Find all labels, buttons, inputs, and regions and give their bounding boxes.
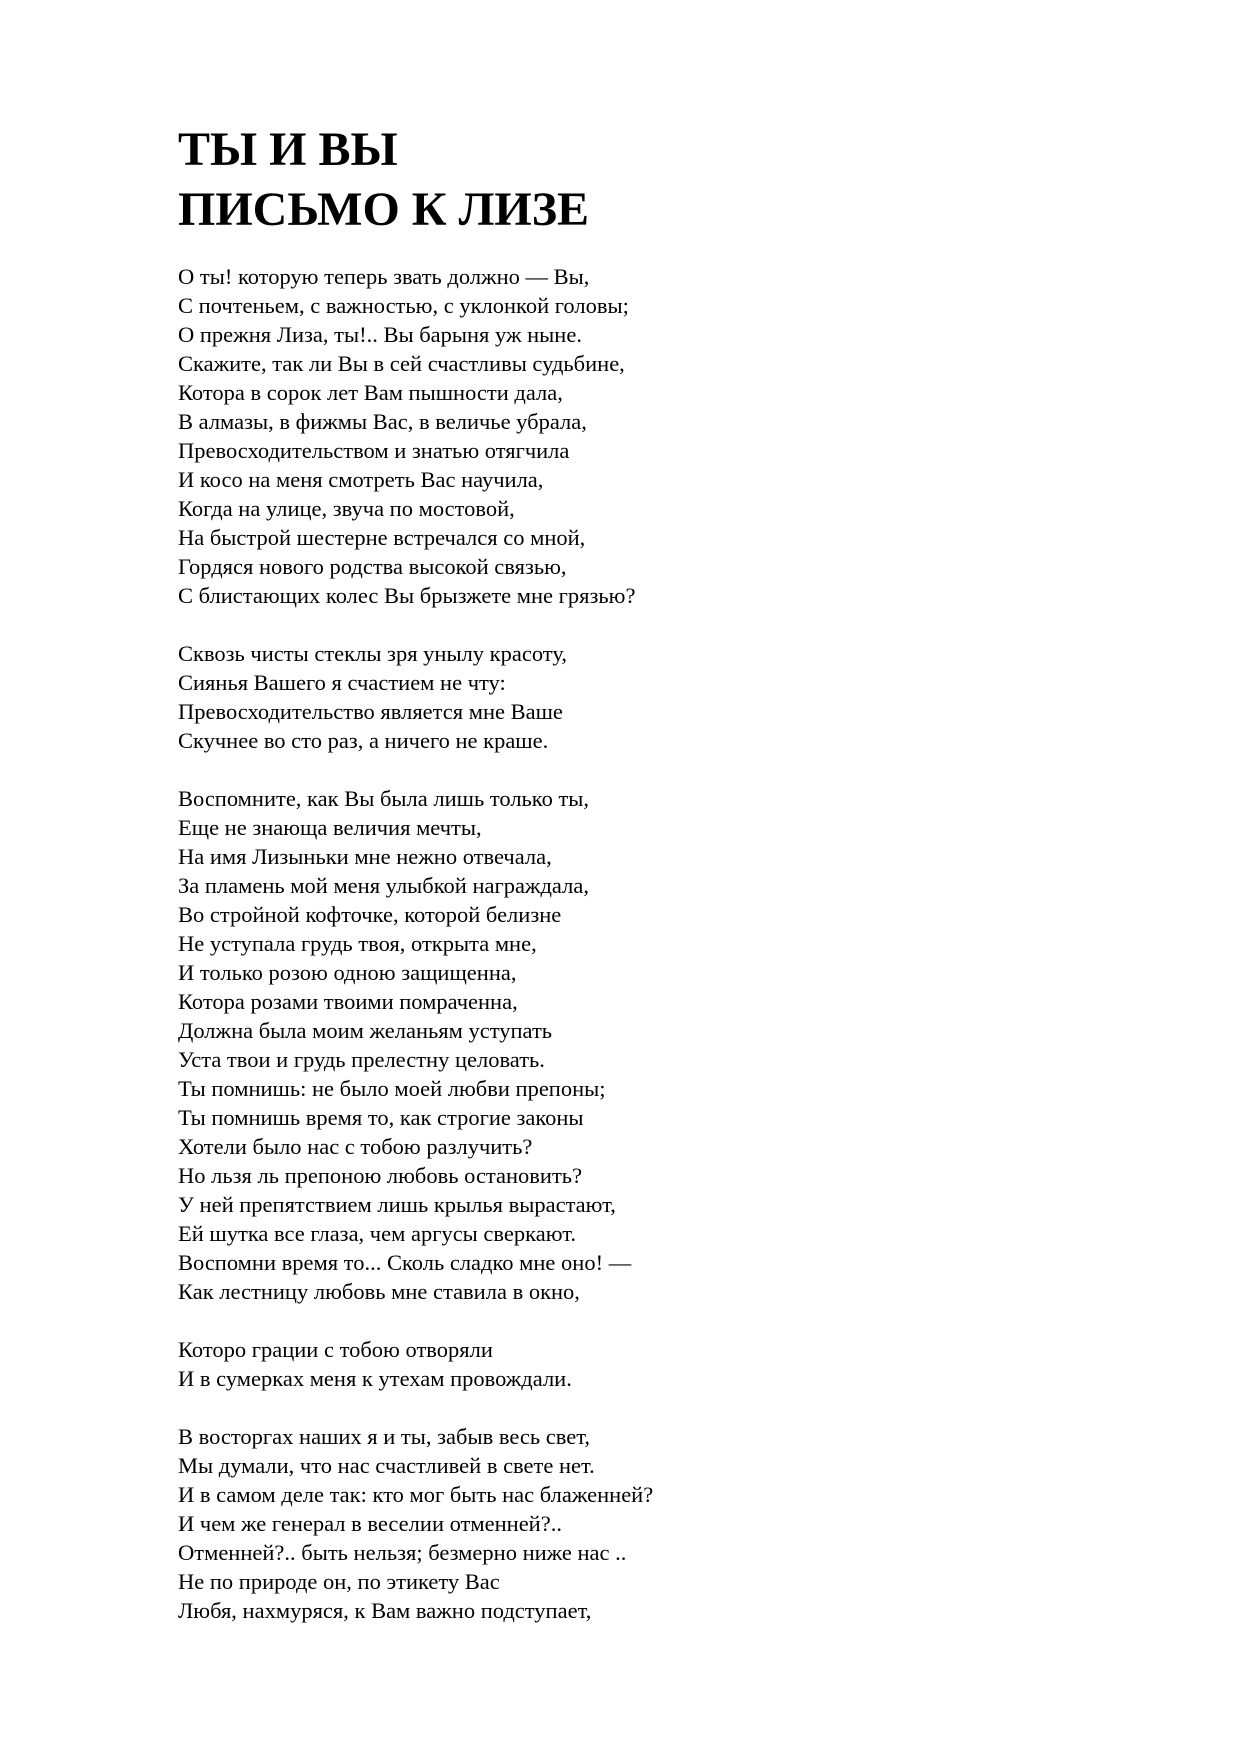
poem-line: Во стройной кофточке, которой белизне — [178, 902, 562, 927]
poem-line: Любя, нахмуряся, к Вам важно подступает, — [178, 1598, 592, 1623]
poem-line: В восторгах наших я и ты, забыв весь свет, — [178, 1424, 590, 1449]
poem-line: Мы думали, что нас счастливей в свете нет. — [178, 1453, 595, 1478]
poem-line: Но льзя ль препоною любовь остановить? — [178, 1163, 583, 1188]
poem-line: Гордяся нового родства высокой связью, — [178, 554, 567, 579]
poem-stanza — [178, 1422, 1178, 1625]
poem-line: Отменней?.. быть нельзя; безмерно ниже нас .. — [178, 1540, 627, 1565]
poem-line: Хотели было нас с тобою разлучить? — [178, 1134, 533, 1159]
poem-stanza — [178, 639, 1178, 755]
poem-line: И чем же генерал в веселии отменней?.. — [178, 1511, 562, 1536]
poem-line: Ты помнишь: не было моей любви препоны; — [178, 1076, 606, 1101]
poem-body — [178, 262, 1178, 1654]
poem-line: Уста твои и грудь прелестну целовать. — [178, 1047, 545, 1072]
poem-line: И в сумерках меня к утехам провождали. — [178, 1366, 572, 1391]
poem-line: С почтеньем, с важностью, с уклонкой головы; — [178, 293, 629, 318]
poem-line: Еще не знающа величия мечты, — [178, 815, 482, 840]
poem-line: Скажите, так ли Вы в сей счастливы судьбине, — [178, 351, 625, 376]
poem-line: Сквозь чисты стеклы зря унылу красоту, — [178, 641, 567, 666]
poem-line: Воспомни время то... Сколь сладко мне оно! — — [178, 1250, 632, 1275]
poem-line: Котора в сорок лет Вам пышности дала, — [178, 380, 563, 405]
poem-stanza — [178, 262, 1178, 610]
poem-line: В алмазы, в фижмы Вас, в величье убрала, — [178, 409, 587, 434]
poem-line: Как лестницу любовь мне ставила в окно, — [178, 1279, 580, 1304]
poem-stanza — [178, 1335, 1178, 1393]
poem-line: Котора розами твоими помраченна, — [178, 989, 518, 1014]
page-title — [178, 120, 589, 240]
poem-line: Скучнее во сто раз, а ничего не краше. — [178, 728, 549, 753]
title-line-2: ПИСЬМО К ЛИЗЕ — [178, 183, 590, 236]
poem-line: Которо грации с тобою отворяли — [178, 1337, 493, 1362]
poem-line: Не уступала грудь твоя, открыта мне, — [178, 931, 537, 956]
poem-line: Воспомните, как Вы была лишь только ты, — [178, 786, 590, 811]
poem-stanza — [178, 784, 1178, 1306]
poem-line: За пламень мой меня улыбкой награждала, — [178, 873, 589, 898]
poem-line: На быстрой шестерне встречался со мной, — [178, 525, 586, 550]
poem-line: Должна была моим желаньям уступать — [178, 1018, 553, 1043]
poem-line: У ней препятствием лишь крылья вырастают, — [178, 1192, 616, 1217]
poem-line: С блистающих колес Вы брызжете мне грязью? — [178, 583, 636, 608]
poem-line: И косо на меня смотреть Вас научила, — [178, 467, 544, 492]
poem-line: Сиянья Вашего я счастием не чту: — [178, 670, 506, 695]
poem-line: И в самом деле так: кто мог быть нас блаженней? — [178, 1482, 654, 1507]
poem-line: Ты помнишь время то, как строгие законы — [178, 1105, 584, 1130]
poem-line: Превосходительством и знатью отягчила — [178, 438, 570, 463]
poem-line: Когда на улице, звуча по мостовой, — [178, 496, 515, 521]
poem-line: На имя Лизыньки мне нежно отвечала, — [178, 844, 552, 869]
poem-line: Превосходительство является мне Ваше — [178, 699, 563, 724]
poem-line: О прежня Лиза, ты!.. Вы барыня уж ныне. — [178, 322, 582, 347]
poem-line: Ей шутка все глаза, чем аргусы сверкают. — [178, 1221, 576, 1246]
title-line-1: ТЫ И ВЫ — [178, 123, 398, 176]
poem-line: О ты! которую теперь звать должно — Вы, — [178, 264, 590, 289]
poem-line: И только розою одною защищенна, — [178, 960, 517, 985]
poem-line: Не по природе он, по этикету Вас — [178, 1569, 500, 1594]
